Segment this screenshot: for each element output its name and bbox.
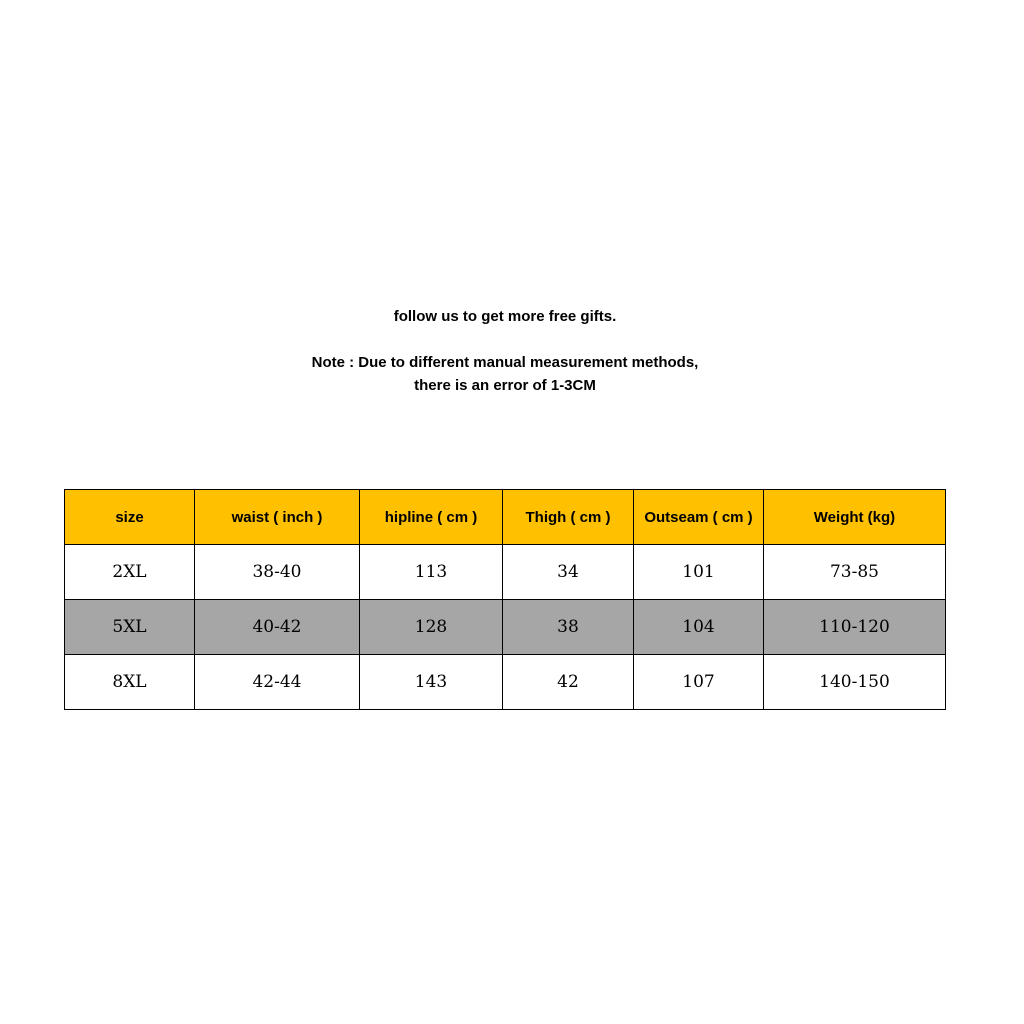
cell-hipline: 143 — [360, 655, 503, 710]
cell-size: 8XL — [65, 655, 195, 710]
cell-hipline: 113 — [360, 545, 503, 600]
cell-thigh: 38 — [503, 600, 634, 655]
cell-waist: 38-40 — [195, 545, 360, 600]
cell-outseam: 101 — [634, 545, 764, 600]
header-weight: Weight (kg) — [764, 490, 946, 545]
promo-text: follow us to get more free gifts. — [393, 308, 617, 325]
header-outseam: Outseam ( cm ) — [634, 490, 764, 545]
cell-hipline: 128 — [360, 600, 503, 655]
size-chart-table — [64, 489, 946, 710]
header-waist: waist ( inch ) — [195, 490, 360, 545]
cell-weight: 140-150 — [764, 655, 946, 710]
cell-size: 2XL — [65, 545, 195, 600]
cell-waist: 40-42 — [195, 600, 360, 655]
measurement-note — [0, 351, 1010, 397]
cell-thigh: 42 — [503, 655, 634, 710]
cell-thigh: 34 — [503, 545, 634, 600]
cell-weight: 110-120 — [764, 600, 946, 655]
header-thigh: Thigh ( cm ) — [503, 490, 634, 545]
cell-weight: 73-85 — [764, 545, 946, 600]
table-row — [65, 545, 946, 600]
table-row — [65, 655, 946, 710]
header-size: size — [65, 490, 195, 545]
cell-outseam: 107 — [634, 655, 764, 710]
table-row — [65, 600, 946, 655]
note-line-2: there is an error of 1-3CM — [414, 377, 596, 394]
cell-outseam: 104 — [634, 600, 764, 655]
cell-size: 5XL — [65, 600, 195, 655]
header-hipline: hipline ( cm ) — [360, 490, 503, 545]
cell-waist: 42-44 — [195, 655, 360, 710]
table-header-row — [65, 490, 946, 545]
note-line-1: Note : Due to different manual measurement methods, — [311, 354, 699, 371]
